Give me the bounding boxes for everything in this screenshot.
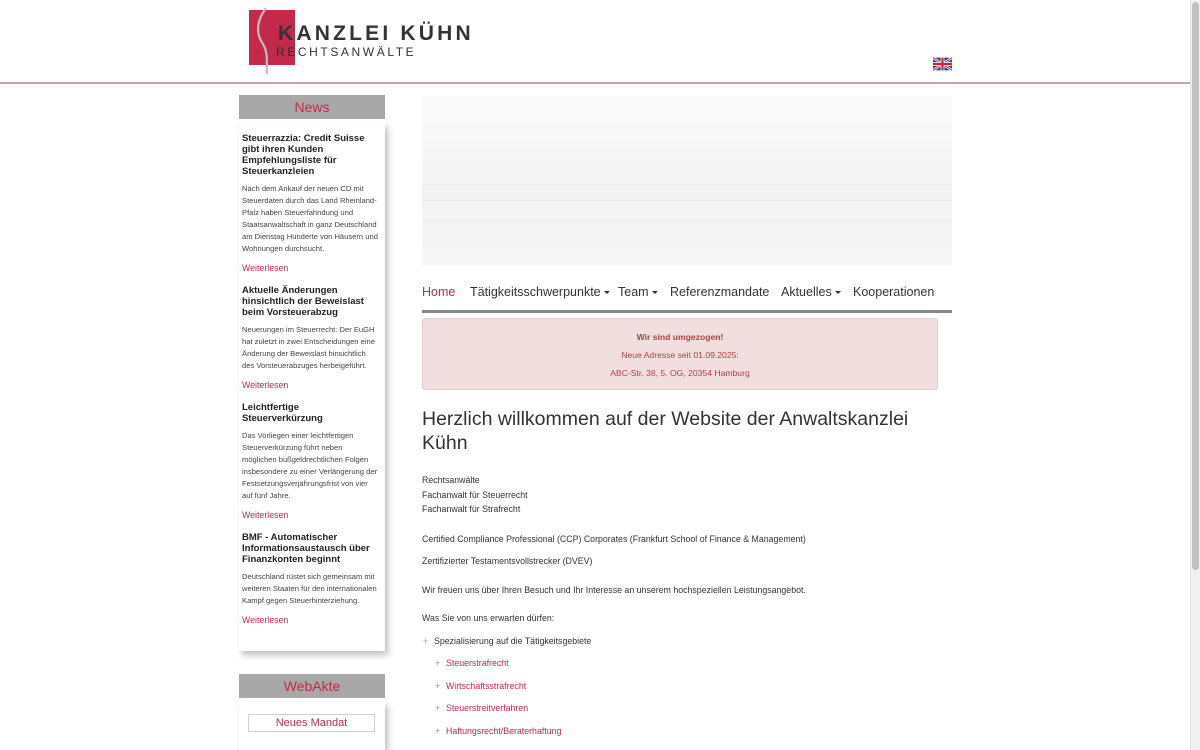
nav-team[interactable] [618, 285, 658, 299]
nav-aktuelles[interactable] [781, 285, 841, 299]
link-steuerstreitverfahren[interactable]: + Steuerstreitverfahren [422, 701, 942, 716]
nav-taetigkeitsschwerpunkte[interactable] [470, 285, 610, 299]
notice-headline: Wir sind umgezogen! [636, 332, 724, 342]
certification-line: Zertifizierter Testamentsvollstrecker (DVEV) [422, 556, 593, 566]
caret-down-icon [604, 291, 610, 294]
new-mandate-button[interactable]: Neues Mandat [248, 714, 375, 732]
relocation-notice [422, 318, 938, 390]
news-read-more-link[interactable]: Weiterlesen [242, 263, 289, 273]
sidebar [239, 95, 385, 651]
news-item-text: Deutschland rüstet sich gemeinsam mit weiteren Staaten für den internationalen Kampf gegen Steuerhinterziehung. [242, 572, 377, 605]
hero-skyline-line [422, 220, 952, 221]
main-nav [422, 283, 952, 313]
news-panel-title: News [239, 95, 385, 119]
news-item-title: Aktuelle Änderungen hinsichtlich der Beweislast beim Vorsteuerabzug [242, 285, 364, 318]
link-haftungsrecht[interactable]: + Haftungsrecht/Beraterhaftung [422, 724, 942, 739]
page-title: Herzlich willkommen auf der Website der Anwaltskanzlei Kühn [422, 408, 909, 454]
site-logo[interactable] [248, 8, 474, 74]
nav-item-label: Referenzmandate [670, 285, 770, 299]
nav-item-label: Team [618, 285, 649, 299]
news-item-title: BMF - Automatischer Informationsaustausch über Finanzkonten beginnt [242, 532, 370, 565]
site-header [0, 0, 1190, 84]
logo-name: KANZLEI KÜHN [278, 22, 474, 45]
nav-kooperationen[interactable] [853, 285, 934, 299]
news-item [242, 133, 379, 273]
news-item-title: Steuerrazzia: Credit Suisse gibt ihren Kunden Empfehlungsliste für Steuerkanzleien [242, 133, 365, 177]
notice-line: Neue Adresse seit 01.09.2025: [621, 350, 739, 360]
news-item-text: Nach dem Ankauf der neuen CD mit Steuerdaten durch das Land Rheinland-Pfalz haben Steuerfahndung und Staatsanwaltschaft in ganz Deutschland am Dienstag Hunderte von Häusern und Wohnungen durchsucht. [242, 184, 378, 253]
hero-skyline-line [422, 200, 952, 201]
news-item [242, 285, 379, 390]
certification-line: Certified Compliance Professional (CCP) Corporates (Frankfurt School of Finance & Management) [422, 533, 806, 544]
news-read-more-link[interactable]: Weiterlesen [242, 615, 289, 625]
webakte-panel-title: WebAkte [239, 674, 385, 698]
hero-image [422, 96, 952, 265]
hero-skyline-line [422, 184, 952, 185]
news-read-more-link[interactable]: Weiterlesen [242, 380, 289, 390]
intro-text: Wir freuen uns über Ihren Besuch und Ihr Interesse an unserem hochspeziellen Leistungsangebot. [422, 584, 806, 595]
nav-home[interactable] [422, 285, 455, 299]
news-item-title: Leichtfertige Steuerverkürzung [242, 402, 323, 424]
expectations-heading: Was Sie von uns erwarten dürfen: [422, 613, 555, 623]
nav-item-label: Aktuelles [781, 285, 832, 299]
nav-item-label: Kooperationen [853, 285, 935, 299]
logo-subtitle: RECHTSANWÄLTE [276, 45, 417, 59]
main-content [422, 473, 942, 746]
news-panel [239, 123, 385, 651]
link-wirtschaftsstrafrecht[interactable]: + Wirtschaftsstrafrecht [422, 679, 942, 694]
nav-referenzmandate[interactable] [670, 285, 769, 299]
caret-down-icon [835, 291, 841, 294]
news-item [242, 532, 379, 625]
logo-swoosh-icon [254, 8, 274, 76]
nav-home-label: Home [422, 285, 456, 299]
list-item: + Spezialisierung auf die Tätigkeitsgebiete [422, 634, 942, 649]
role-line: Rechtsanwälte [422, 475, 480, 485]
news-item-text: Das Vorliegen einer leichtfertigen Steuerverkürzung führt neben möglichen bußgeldrechtlichen Folgen insbesondere zu einer Verlängerung der Festsetzungsverjährungsfrist von vier auf fünf Jahre. [242, 431, 378, 500]
role-line: Fachanwalt für Strafrecht [422, 504, 521, 514]
nav-item-label: Tätigkeitsschwerpunkte [470, 285, 601, 299]
role-line: Fachanwalt für Steuerrecht [422, 489, 528, 500]
page-scrollbar[interactable] [1190, 0, 1200, 750]
news-read-more-link[interactable]: Weiterlesen [242, 510, 289, 520]
webakte-panel [239, 702, 385, 750]
news-item-text: Neuerungen im Steuerrecht: Der EuGH hat zuletzt in zwei Entscheidungen eine Änderung der Beweislast hinsichtlich des Vorsteuerabzuges herbeigeführt. [242, 325, 375, 370]
uk-flag-icon[interactable] [933, 57, 952, 71]
caret-down-icon [652, 291, 658, 294]
scrollbar-thumb[interactable] [1192, 2, 1199, 570]
link-steuerstrafrecht[interactable]: + Steuerstrafrecht [422, 656, 942, 671]
news-item [242, 402, 379, 520]
notice-address: ABC-Str. 38, 5. OG, 20354 Hamburg [610, 368, 750, 378]
